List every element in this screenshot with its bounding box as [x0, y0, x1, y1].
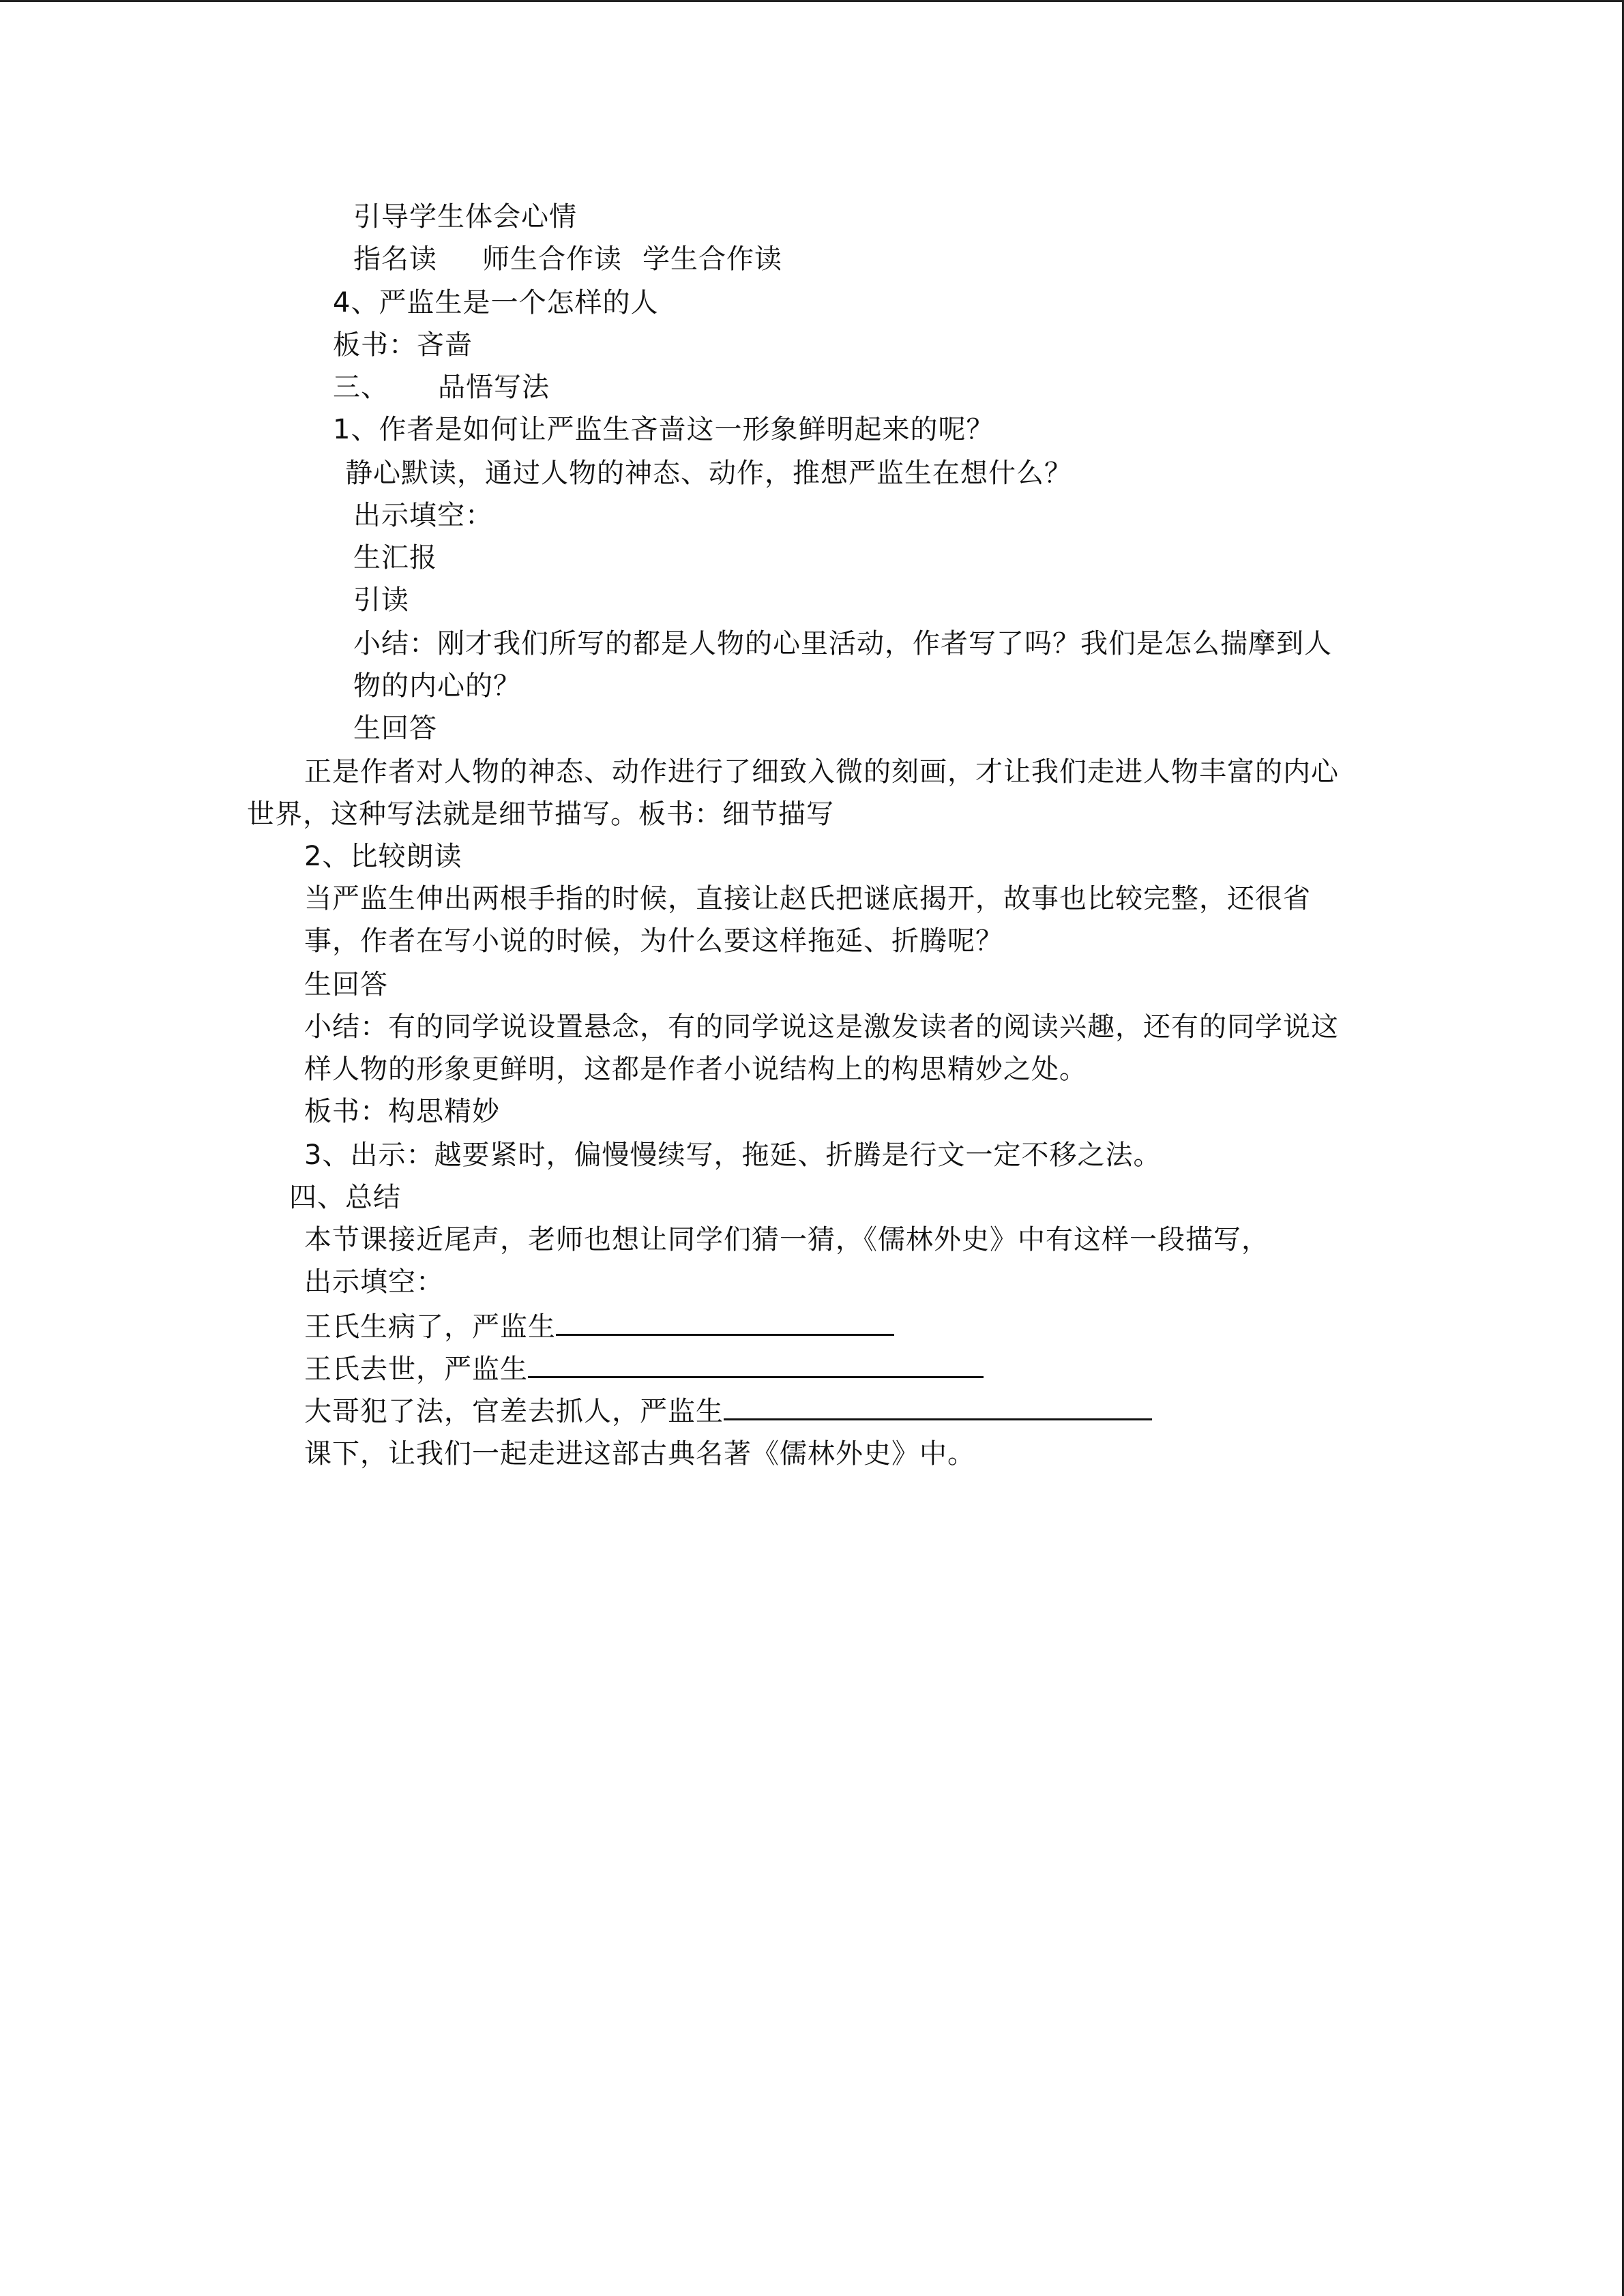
text-line: 板书：构思精妙 — [304, 1096, 500, 1127]
text-line: 指名读 师生合作读 学生合作读 — [353, 243, 782, 275]
text-line: 正是作者对人物的神态、动作进行了细致入微的刻画，才让我们走进人物丰富的内心 — [304, 756, 1339, 788]
text-line: 小结：有的同学说设置悬念，有的同学说这是激发读者的阅读兴趣，还有的同学说这 — [304, 1011, 1339, 1043]
text-line: 4、严监生是一个怎样的人 — [333, 287, 659, 318]
fill-in-line: 王氏去世，严监生 — [304, 1352, 984, 1386]
text-line: 2、比较朗读 — [304, 841, 462, 872]
section-heading: 三、 品悟写法 — [333, 372, 550, 403]
text-line: 小结：刚才我们所写的都是人物的心里活动，作者写了吗？我们是怎么揣摩到人 — [353, 628, 1332, 659]
fill-in-line: 大哥犯了法，官差去抓人，严监生 — [304, 1394, 1152, 1428]
text-line: 出示填空： — [353, 500, 493, 531]
text-line: 物的内心的？ — [353, 670, 521, 702]
text-line: 出示填空： — [304, 1266, 444, 1298]
text-line: 世界，这种写法就是细节描写。板书：细节描写 — [247, 799, 834, 830]
text-line: 样人物的形象更鲜明，这都是作者小说结构上的构思精妙之处。 — [304, 1054, 1087, 1085]
text-line: 生回答 — [353, 713, 437, 744]
text-line: 本节课接近尾声，老师也想让同学们猜一猜，《儒林外史》中有这样一段描写， — [304, 1224, 1269, 1255]
text-line: 生汇报 — [353, 542, 437, 573]
text-line: 事，作者在写小说的时候，为什么要这样拖延、折腾呢？ — [304, 925, 1003, 957]
text-line: 生回答 — [304, 969, 388, 1000]
text-line: 当严监生伸出两根手指的时候，直接让赵氏把谜底揭开，故事也比较完整，还很省 — [304, 883, 1311, 914]
page-border-top — [0, 0, 1624, 2]
text-line: 1、作者是如何让严监生吝啬这一形象鲜明起来的呢？ — [333, 414, 994, 445]
text-line: 引读 — [353, 584, 409, 616]
text-line: 静心默读，通过人物的神态、动作，推想严监生在想什么？ — [345, 458, 1072, 489]
fill-in-blank — [556, 1309, 894, 1336]
text-line: 板书：吝啬 — [333, 329, 473, 361]
fill-in-blank — [528, 1352, 984, 1378]
text-line: 引导学生体会心情 — [353, 201, 577, 233]
fill-in-line: 王氏生病了，严监生 — [304, 1309, 894, 1343]
fill-in-blank — [724, 1394, 1152, 1420]
section-heading: 四、总结 — [289, 1182, 401, 1213]
text-line: 3、出示：越要紧时，偏慢慢续写，拖延、折腾是行文一定不移之法。 — [304, 1139, 1162, 1171]
text-line: 课下，让我们一起走进这部古典名著《儒林外史》中。 — [304, 1438, 975, 1470]
